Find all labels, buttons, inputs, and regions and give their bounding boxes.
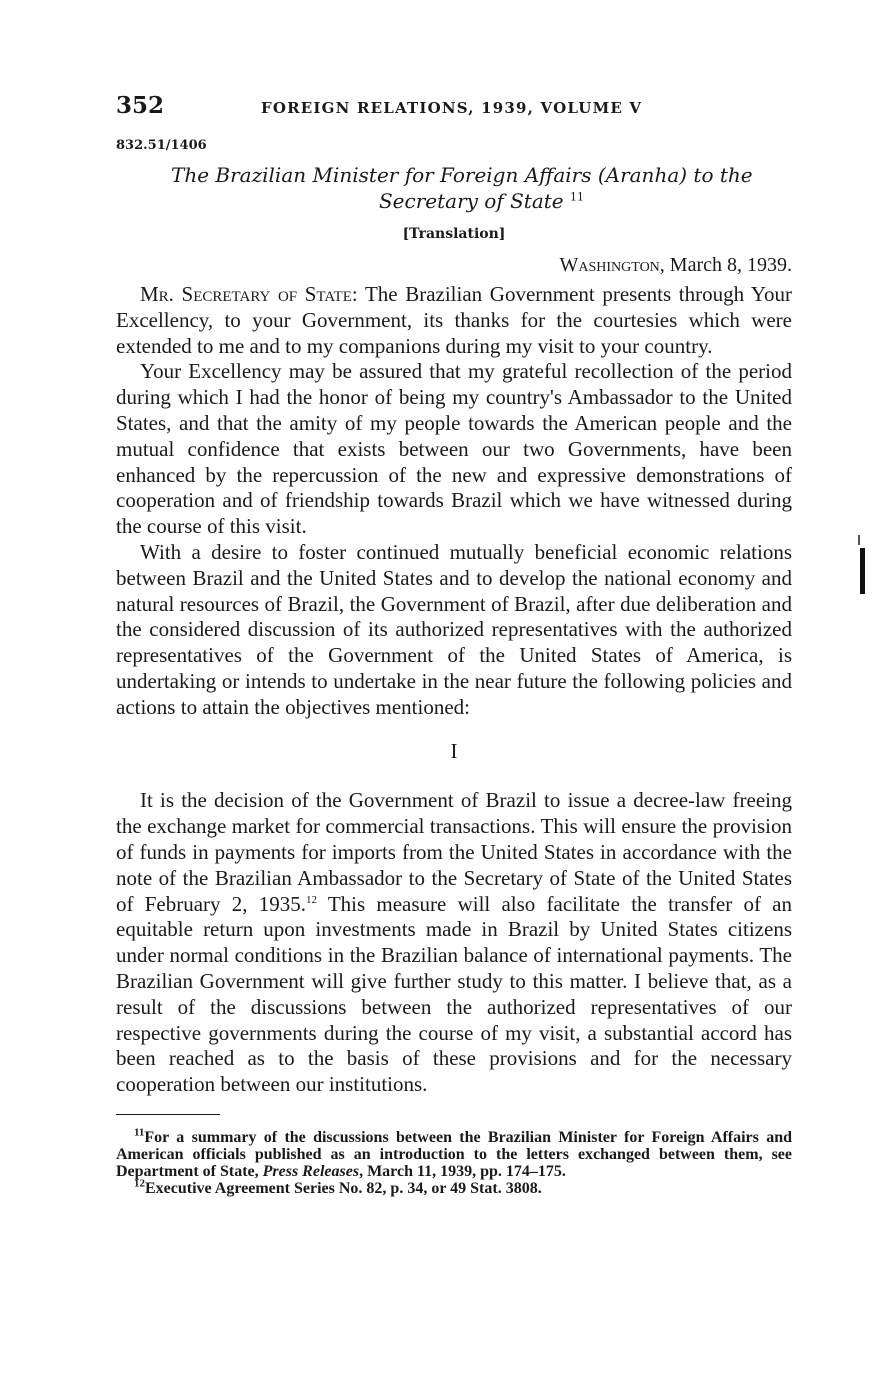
document-title bbox=[116, 162, 792, 214]
dateline bbox=[116, 252, 792, 278]
footnote-11 bbox=[116, 1126, 792, 1180]
footnotes bbox=[116, 1126, 792, 1197]
paragraph-3: With a desire to foster continued mutually beneficial economic relations between Brazil and the United States and to develop the national economy and natural resources of Brazil, the Government of Brazil, after due deliberation and the considered discussion of its authorized representatives with the authorized representatives of the Government of the United States of America, is undertaking or intends to undertake in the near future the following policies and actions to attain the objectives mentioned: bbox=[116, 539, 792, 719]
footnote-11-text-a: For a summary of the discussions between the Brazilian Minister for Foreign Affairs and American officials published as an introduction to the letters exchanged between them, see Department of State, bbox=[116, 1128, 792, 1180]
footnote-rule bbox=[116, 1114, 220, 1115]
footnote-11-italic: Press Releases bbox=[262, 1162, 360, 1180]
running-title: FOREIGN RELATIONS, 1939, VOLUME V bbox=[261, 99, 643, 117]
document-title-line1: The Brazilian Minister for Foreign Affairs (Aranha) to the bbox=[171, 163, 753, 187]
paragraph-4 bbox=[116, 788, 792, 1098]
section-numeral: I bbox=[450, 738, 458, 763]
salutation: Mr. Secretary of State bbox=[140, 282, 352, 306]
running-head bbox=[116, 92, 792, 126]
footnote-12-ref: 12 bbox=[134, 1177, 145, 1190]
footnote-12-text: Executive Agreement Series No. 82, p. 34, or 49 Stat. 3808. bbox=[145, 1179, 542, 1197]
file-number: 832.51/1406 bbox=[116, 138, 207, 153]
footnote-11-text-b: , March 11, 1939, pp. 174–175. bbox=[359, 1162, 566, 1180]
footnote-11-ref: 11 bbox=[134, 1126, 145, 1139]
dateline-place: Washington bbox=[559, 254, 660, 276]
footnote-ref-12: 12 bbox=[305, 893, 317, 906]
paragraph-1-text: : The Brazilian Government presents through Your Excellency, to your Government, its thanks for the courtesies which were extended to me and to my companions during my visit to your country. bbox=[116, 282, 792, 358]
document-title-line2: Secretary of State bbox=[378, 189, 564, 213]
document-title-line2-wrap bbox=[171, 188, 792, 214]
paragraph-1 bbox=[116, 282, 792, 359]
dateline-date: , March 8, 1939. bbox=[659, 254, 792, 276]
page-number: 352 bbox=[116, 92, 165, 119]
translation-label: [Translation] bbox=[402, 226, 506, 242]
paragraph-4-text-a: It is the decision of the Government of Brazil to issue a decree-law freeing the exchange market for commercial transactions. This will ensure the provision of funds in payments for imports from the United States in accordance with the note of the Brazilian Ambassador to the Secretary of State of the United States of February 2, 1935. bbox=[116, 788, 792, 916]
footnote-ref-11: 11 bbox=[570, 190, 584, 204]
margin-tick-mark bbox=[858, 535, 860, 545]
letter-body bbox=[116, 282, 792, 1098]
paragraph-4-text-b: This measure will also facilitate the transfer of an equitable return upon investments made in Brazil by United States citizens under normal conditions in the Brazilian balance of international payments. The Brazilian Government will give further study to this matter. I believe that, as a result of the discussions between the authorized representatives of our respective governments during the course of my visit, a substantial accord has been reached as to the basis of these provisions and for the necessary cooperation between our institutions. bbox=[116, 891, 792, 1097]
document-page bbox=[116, 92, 792, 1197]
footnote-12 bbox=[116, 1177, 792, 1197]
paragraph-2: Your Excellency may be assured that my grateful recollection of the period during which I had the honor of being my country's Ambassador to the United States, and that the amity of my people towards the American people and the mutual confidence that exists between our two Governments, have been enhanced by the repercussion of the new and expressive demonstrations of cooperation and of friendship towards Brazil which we have witnessed during the course of this visit. bbox=[116, 359, 792, 539]
margin-scan-mark bbox=[860, 548, 865, 594]
